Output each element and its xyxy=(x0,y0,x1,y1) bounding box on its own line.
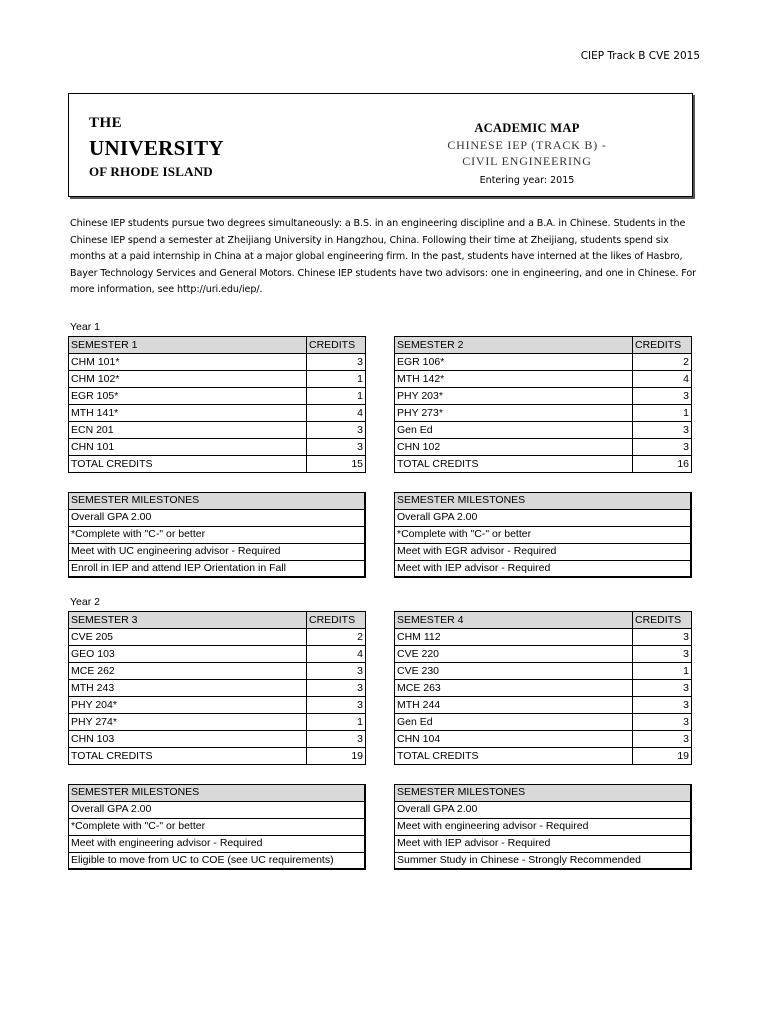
semester-milestones-table xyxy=(68,492,366,579)
title-major: CIVIL ENGINEERING xyxy=(462,154,592,168)
entering-year: Entering year: 2015 xyxy=(479,175,575,186)
course-credits: 2 xyxy=(633,354,692,371)
total-row xyxy=(69,456,366,473)
total-label: TOTAL CREDITS xyxy=(395,456,633,473)
semester-milestones-table xyxy=(68,784,366,871)
course-row xyxy=(69,354,366,371)
milestone-text: Meet with engineering advisor - Required xyxy=(395,818,692,835)
total-credits: 16 xyxy=(633,456,692,473)
title-block xyxy=(362,121,692,186)
course-row xyxy=(69,731,366,748)
milestone-text: Meet with IEP advisor - Required xyxy=(395,835,692,852)
total-credits: 19 xyxy=(307,748,366,765)
milestone-row xyxy=(395,509,692,526)
course-credits: 3 xyxy=(633,697,692,714)
course-credits: 3 xyxy=(307,731,366,748)
milestone-text: Summer Study in Chinese - Strongly Recommended xyxy=(395,852,692,869)
course-row xyxy=(69,629,366,646)
total-row xyxy=(395,748,692,765)
course-row xyxy=(395,388,692,405)
milestone-text: Overall GPA 2.00 xyxy=(395,801,692,818)
course-row xyxy=(395,405,692,422)
milestones-header: SEMESTER MILESTONES xyxy=(395,784,692,801)
course-code: PHY 274* xyxy=(69,714,307,731)
milestone-row xyxy=(69,560,366,577)
course-code: CVE 220 xyxy=(395,646,633,663)
course-code: MTH 141* xyxy=(69,405,307,422)
course-row xyxy=(69,663,366,680)
milestones-header-row xyxy=(69,492,366,509)
semester-name: SEMESTER 1 xyxy=(69,337,307,354)
course-code: GEO 103 xyxy=(69,646,307,663)
course-credits: 4 xyxy=(307,646,366,663)
total-row xyxy=(69,748,366,765)
course-credits: 3 xyxy=(307,697,366,714)
course-code: CVE 230 xyxy=(395,663,633,680)
title-academic-map: ACADEMIC MAP xyxy=(474,121,580,135)
course-row xyxy=(395,371,692,388)
course-code: Gen Ed xyxy=(395,714,633,731)
course-row xyxy=(69,697,366,714)
course-credits: 3 xyxy=(307,439,366,456)
course-code: MCE 262 xyxy=(69,663,307,680)
milestone-row xyxy=(69,526,366,543)
course-credits: 1 xyxy=(633,405,692,422)
year-label: Year 2 xyxy=(70,596,100,608)
total-row xyxy=(395,456,692,473)
course-code: ECN 201 xyxy=(69,422,307,439)
milestone-row xyxy=(69,835,366,852)
course-code: PHY 204* xyxy=(69,697,307,714)
course-code: EGR 105* xyxy=(69,388,307,405)
header-box xyxy=(68,93,693,197)
course-row xyxy=(395,697,692,714)
milestone-text: Overall GPA 2.00 xyxy=(69,509,366,526)
semester-name: SEMESTER 4 xyxy=(395,612,633,629)
course-credits: 3 xyxy=(633,714,692,731)
milestone-row xyxy=(69,852,366,869)
course-code: MTH 243 xyxy=(69,680,307,697)
milestone-row xyxy=(395,852,692,869)
course-code: CHN 102 xyxy=(395,439,633,456)
milestone-row xyxy=(69,509,366,526)
document-tag: CIEP Track B CVE 2015 xyxy=(580,50,700,62)
milestone-text: *Complete with "C-" or better xyxy=(395,526,692,543)
total-label: TOTAL CREDITS xyxy=(395,748,633,765)
course-row xyxy=(69,388,366,405)
course-row xyxy=(395,680,692,697)
course-credits: 3 xyxy=(633,629,692,646)
logo-line-2: UNIVERSITY xyxy=(89,136,224,160)
course-row xyxy=(395,422,692,439)
milestone-text: Overall GPA 2.00 xyxy=(69,801,366,818)
semester-name: SEMESTER 2 xyxy=(395,337,633,354)
course-credits: 3 xyxy=(633,388,692,405)
semester-courses-table xyxy=(68,611,366,765)
course-row xyxy=(69,439,366,456)
total-credits: 15 xyxy=(307,456,366,473)
course-credits: 3 xyxy=(633,422,692,439)
course-code: CHM 101* xyxy=(69,354,307,371)
total-label: TOTAL CREDITS xyxy=(69,748,307,765)
logo-line-1: THE xyxy=(89,115,123,131)
course-credits: 3 xyxy=(307,663,366,680)
course-code: PHY 203* xyxy=(395,388,633,405)
milestone-text: Meet with IEP advisor - Required xyxy=(395,560,692,577)
course-code: MTH 244 xyxy=(395,697,633,714)
milestones-header-row xyxy=(395,784,692,801)
credits-header: CREDITS xyxy=(633,612,692,629)
course-credits: 3 xyxy=(307,680,366,697)
course-code: CHM 112 xyxy=(395,629,633,646)
course-code: MTH 142* xyxy=(395,371,633,388)
semester-courses-table xyxy=(394,336,692,473)
course-credits: 2 xyxy=(307,629,366,646)
milestone-row xyxy=(395,801,692,818)
milestone-row xyxy=(395,818,692,835)
milestones-header: SEMESTER MILESTONES xyxy=(69,784,366,801)
logo-line-3: OF RHODE ISLAND xyxy=(89,164,213,179)
course-code: CVE 205 xyxy=(69,629,307,646)
semester-courses-table xyxy=(394,611,692,765)
semester-milestones-table xyxy=(394,784,692,871)
semester-header-row xyxy=(69,612,366,629)
credits-header: CREDITS xyxy=(307,337,366,354)
course-row xyxy=(69,680,366,697)
milestones-header-row xyxy=(69,784,366,801)
milestone-text: Overall GPA 2.00 xyxy=(395,509,692,526)
course-credits: 3 xyxy=(307,422,366,439)
milestone-row xyxy=(395,835,692,852)
course-row xyxy=(395,646,692,663)
milestone-row xyxy=(69,818,366,835)
course-row xyxy=(395,439,692,456)
intro-paragraph: Chinese IEP students pursue two degrees simultaneously: a B.S. in an engineering discipline and a B.A. in Chinese. Students in the Chinese IEP spend a semester at Zheijiang University in Hangzhou, China. Following their time at Zheijiang, students spend six months at a paid internship in China at a major global engineering firm. In the past, students have interned at the likes of Hasbro, Bayer Technology Services and General Motors. Chinese IEP students have two advisors: one in engineering, and one in Chinese. For more information, see http://uri.edu/iep/. xyxy=(70,218,696,296)
semester-name: SEMESTER 3 xyxy=(69,612,307,629)
course-credits: 3 xyxy=(633,731,692,748)
milestone-row xyxy=(395,543,692,560)
course-credits: 3 xyxy=(307,354,366,371)
milestone-text: *Complete with "C-" or better xyxy=(69,818,366,835)
course-row xyxy=(395,663,692,680)
course-credits: 3 xyxy=(633,680,692,697)
milestone-row xyxy=(395,560,692,577)
course-row xyxy=(395,714,692,731)
course-row xyxy=(69,422,366,439)
course-credits: 1 xyxy=(307,388,366,405)
total-credits: 19 xyxy=(633,748,692,765)
milestone-text: Meet with engineering advisor - Required xyxy=(69,835,366,852)
milestone-row xyxy=(69,801,366,818)
milestone-text: Meet with EGR advisor - Required xyxy=(395,543,692,560)
milestone-text: Enroll in IEP and attend IEP Orientation in Fall xyxy=(69,560,366,577)
milestone-text: *Complete with "C-" or better xyxy=(69,526,366,543)
milestones-header: SEMESTER MILESTONES xyxy=(69,492,366,509)
milestones-header-row xyxy=(395,492,692,509)
course-credits: 1 xyxy=(633,663,692,680)
course-credits: 3 xyxy=(633,439,692,456)
credits-header: CREDITS xyxy=(307,612,366,629)
title-program: CHINESE IEP (TRACK B) - xyxy=(447,138,607,152)
semester-courses-table xyxy=(68,336,366,473)
university-logo xyxy=(89,116,224,178)
year-label: Year 1 xyxy=(70,321,100,333)
course-code: CHN 104 xyxy=(395,731,633,748)
milestone-text: Eligible to move from UC to COE (see UC requirements) xyxy=(69,852,366,869)
course-code: Gen Ed xyxy=(395,422,633,439)
course-row xyxy=(395,354,692,371)
course-code: MCE 263 xyxy=(395,680,633,697)
course-row xyxy=(69,646,366,663)
semester-header-row xyxy=(395,612,692,629)
course-credits: 1 xyxy=(307,371,366,388)
credits-header: CREDITS xyxy=(633,337,692,354)
course-code: CHM 102* xyxy=(69,371,307,388)
course-credits: 4 xyxy=(307,405,366,422)
course-row xyxy=(69,714,366,731)
milestone-row xyxy=(69,543,366,560)
course-credits: 1 xyxy=(307,714,366,731)
total-label: TOTAL CREDITS xyxy=(69,456,307,473)
milestones-header: SEMESTER MILESTONES xyxy=(395,492,692,509)
course-row xyxy=(69,371,366,388)
milestone-row xyxy=(395,526,692,543)
course-row xyxy=(395,731,692,748)
course-credits: 3 xyxy=(633,646,692,663)
course-row xyxy=(69,405,366,422)
course-code: EGR 106* xyxy=(395,354,633,371)
course-code: PHY 273* xyxy=(395,405,633,422)
course-code: CHN 103 xyxy=(69,731,307,748)
course-row xyxy=(395,629,692,646)
course-code: CHN 101 xyxy=(69,439,307,456)
semester-header-row xyxy=(69,337,366,354)
semester-header-row xyxy=(395,337,692,354)
milestone-text: Meet with UC engineering advisor - Required xyxy=(69,543,366,560)
course-credits: 4 xyxy=(633,371,692,388)
semester-milestones-table xyxy=(394,492,692,579)
